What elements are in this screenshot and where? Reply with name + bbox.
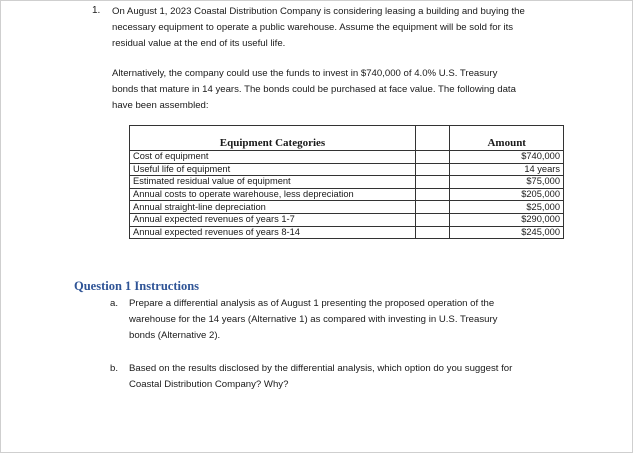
instruction-letter-a: a. bbox=[110, 298, 119, 309]
row-spacer bbox=[415, 226, 449, 239]
alternative-line: bonds that mature in 14 years. The bonds could be purchased at face value. The following data bbox=[112, 84, 516, 95]
data-table bbox=[129, 125, 564, 239]
row-spacer bbox=[415, 213, 449, 226]
row-amount: $245,000 bbox=[450, 226, 564, 239]
row-label: Annual expected revenues of years 1-7 bbox=[130, 213, 416, 226]
intro-paragraph bbox=[112, 4, 525, 52]
table-header-row bbox=[130, 126, 564, 151]
row-amount: $75,000 bbox=[450, 176, 564, 189]
table-row bbox=[130, 188, 564, 201]
table-row bbox=[130, 176, 564, 189]
row-spacer bbox=[415, 176, 449, 189]
table-row bbox=[130, 201, 564, 214]
instruction-line: Prepare a differential analysis as of August 1 presenting the proposed operation of the bbox=[129, 298, 495, 309]
row-label: Annual costs to operate warehouse, less depreciation bbox=[130, 188, 416, 201]
alternative-paragraph bbox=[112, 66, 516, 114]
row-label: Annual straight-line depreciation bbox=[130, 201, 416, 214]
alternative-line: Alternatively, the company could use the funds to invest in $740,000 of 4.0% U.S. Treasury bbox=[112, 68, 498, 79]
table-row bbox=[130, 151, 564, 164]
row-spacer bbox=[415, 188, 449, 201]
row-label: Useful life of equipment bbox=[130, 163, 416, 176]
row-amount: $290,000 bbox=[450, 213, 564, 226]
alternative-line: have been assembled: bbox=[112, 100, 209, 111]
intro-line: residual value at the end of its useful life. bbox=[112, 38, 286, 49]
row-spacer bbox=[415, 163, 449, 176]
instruction-line: warehouse for the 14 years (Alternative 1) as compared with investing in U.S. Treasury bbox=[129, 314, 498, 325]
instruction-letter-b: b. bbox=[110, 363, 119, 374]
table-row bbox=[130, 213, 564, 226]
row-amount: 14 years bbox=[450, 163, 564, 176]
row-spacer bbox=[415, 151, 449, 164]
header-amount: Amount bbox=[450, 126, 564, 151]
row-spacer bbox=[415, 201, 449, 214]
row-amount: $205,000 bbox=[450, 188, 564, 201]
question-number: 1. bbox=[92, 5, 101, 16]
header-spacer bbox=[415, 126, 449, 151]
header-equipment-categories: Equipment Categories bbox=[130, 126, 416, 151]
row-label: Cost of equipment bbox=[130, 151, 416, 164]
intro-line: On August 1, 2023 Coastal Distribution Company is considering leasing a building and buying the bbox=[112, 6, 525, 17]
table-row bbox=[130, 163, 564, 176]
instruction-text-b bbox=[129, 361, 512, 393]
instruction-line: bonds (Alternative 2). bbox=[129, 330, 221, 341]
intro-line: necessary equipment to operate a public warehouse. Assume the equipment will be sold for its bbox=[112, 22, 514, 33]
instruction-line: Coastal Distribution Company? Why? bbox=[129, 379, 289, 390]
row-amount: $740,000 bbox=[450, 151, 564, 164]
row-amount: $25,000 bbox=[450, 201, 564, 214]
instruction-text-a bbox=[129, 296, 497, 344]
row-label: Annual expected revenues of years 8-14 bbox=[130, 226, 416, 239]
table-row bbox=[130, 226, 564, 239]
instructions-heading: Question 1 Instructions bbox=[74, 279, 200, 293]
instruction-line: Based on the results disclosed by the differential analysis, which option do you suggest for bbox=[129, 363, 513, 374]
row-label: Estimated residual value of equipment bbox=[130, 176, 416, 189]
